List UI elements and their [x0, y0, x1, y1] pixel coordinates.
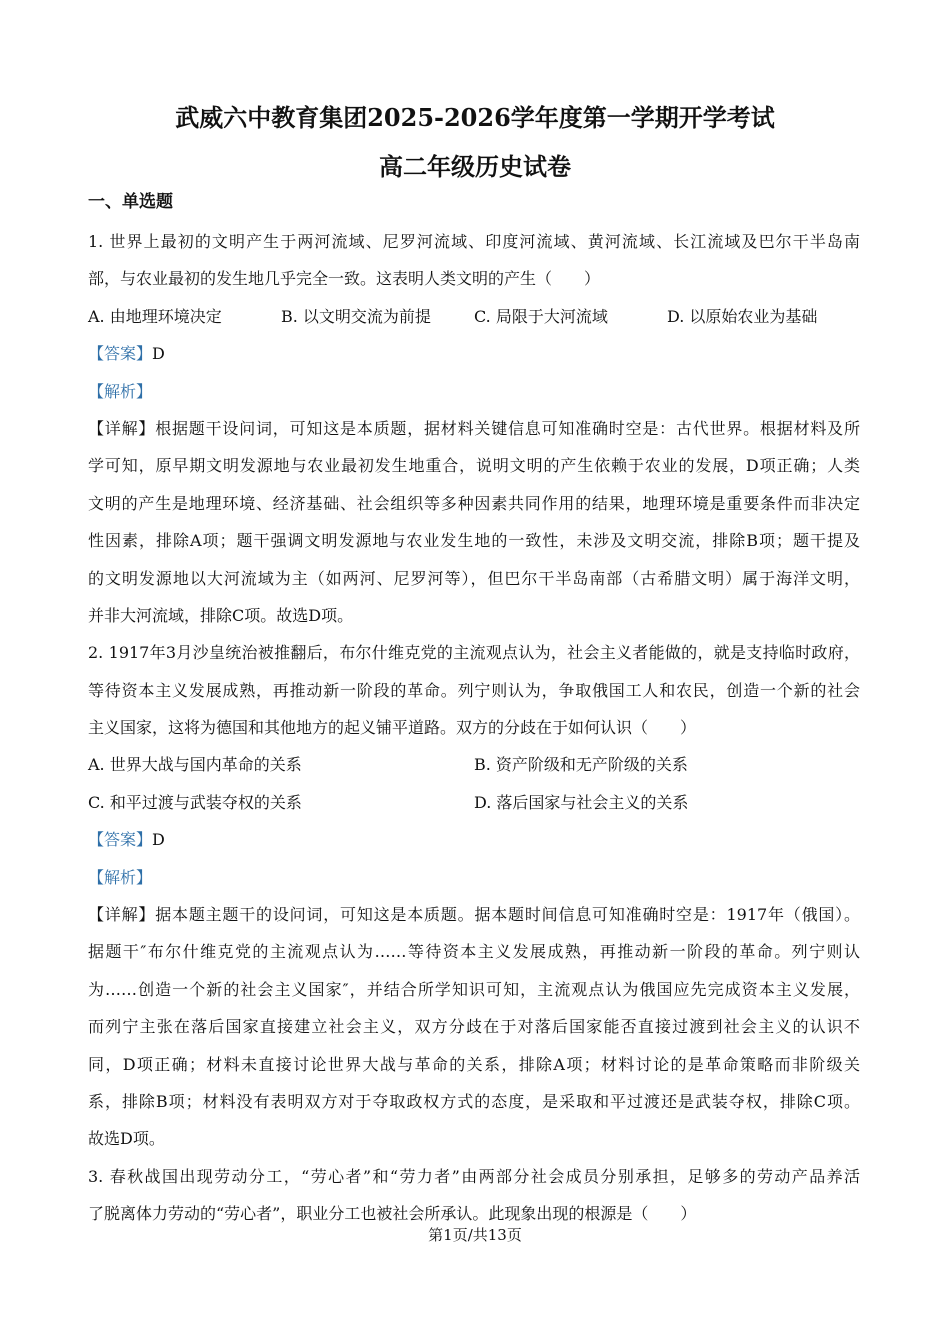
analysis-tag: 【解析】: [88, 381, 153, 401]
question-stem-line-text: 1. 世界上最初的文明产生于两河流域、尼罗河流域、印度河流域、黄河流域、长江流域及巴尔干半岛南: [88, 232, 860, 251]
detail-line-text: 根据题干设问词，可知这是本质题，据材料关键信息可知准确时空是：古代世界。根据材料及所: [155, 418, 860, 438]
detail-line-text: 故选D项。: [88, 1129, 165, 1149]
detail-line: [88, 597, 860, 634]
detail-line-text: 性因素，排除A项；题干强调文明发源地与农业发生地的一致性，未涉及文明交流，排除B项；题干提及: [88, 531, 860, 551]
option-a: A. 世界大战与国内革命的关系: [88, 755, 302, 775]
question-stem-line-text: 等待资本主义发展成熟，再推动新一阶段的革命。列宁则认为，争取俄国工人和农民，创造一个新的社会: [88, 680, 860, 700]
detail-line: [88, 522, 860, 559]
option-a: A. 由地理环境决定: [88, 306, 222, 326]
answer-tag: 【答案】: [88, 344, 153, 364]
question-stem-line: [88, 260, 860, 297]
analysis-line: [88, 373, 860, 410]
answer-tag: 【答案】: [88, 830, 153, 850]
detail-line: [88, 485, 860, 522]
answer-line: [88, 335, 860, 372]
detail-line: [88, 896, 860, 933]
exam-content: [88, 190, 860, 1233]
analysis-tag: 【解析】: [88, 867, 153, 887]
detail-line-text: 系，排除B项；材料没有表明双方对于夺取政权方式的态度，是采取和平过渡还是武装夺权，排除C项。: [88, 1091, 860, 1111]
detail-line-text: 而列宁主张在落后国家直接建立社会主义，双方分歧在于对落后国家能否直接过渡到社会主义的认识不: [88, 1017, 860, 1037]
detail-line-text: 的文明发源地以大河流域为主（如两河、尼罗河等），但巴尔干半岛南部（古希腊文明）属于海洋文明，: [88, 568, 860, 588]
detail-line-text: 文明的产生是地理环境、经济基础、社会组织等多种因素共同作用的结果，地理环境是重要条件而非决定: [88, 493, 860, 513]
answer-value: D: [152, 830, 165, 850]
page-footer: 第1页/共13页: [428, 1226, 522, 1244]
detail-tag: 【详解】: [88, 905, 156, 925]
question-stem-line: [88, 223, 860, 260]
detail-line: [88, 1046, 860, 1083]
question-stem-line: [88, 634, 860, 671]
detail-line-text: 并非大河流域，排除C项。故选D项。: [88, 605, 354, 625]
options-row: [88, 784, 860, 821]
detail-line: [88, 447, 860, 484]
answer-line: [88, 821, 860, 858]
option-b: B. 资产阶级和无产阶级的关系: [474, 755, 688, 775]
question-stem-line: [88, 1158, 860, 1195]
option-c: C. 局限于大河流域: [474, 306, 608, 326]
detail-line: [88, 560, 860, 597]
exam-subtitle: 高二年级历史试卷: [379, 152, 571, 181]
option-d: D. 落后国家与社会主义的关系: [474, 792, 689, 812]
detail-line-text: 据本题主题干的设问词，可知这是本质题。据本题时间信息可知准确时空是：1917年（俄国）。: [155, 905, 860, 925]
detail-line: [88, 1120, 860, 1157]
option-b: B. 以文明交流为前提: [281, 306, 431, 326]
question-stem-line-text: 部，与农业最初的发生地几乎完全一致。这表明人类文明的产生（ ）: [88, 269, 601, 289]
section-heading: 一、单选题: [88, 192, 173, 212]
options-row: [88, 298, 860, 335]
question-stem-line-text: 3. 春秋战国出现劳动分工，“劳心者”和“劳力者”由两部分社会成员分别承担，足够多的劳动产品养活: [88, 1166, 860, 1186]
question-stem-line-text: 主义国家，这将为德国和其他地方的起义铺平道路。双方的分歧在于如何认识（ ）: [88, 718, 697, 738]
option-d: D. 以原始农业为基础: [667, 306, 818, 326]
detail-line: [88, 971, 860, 1008]
detail-line: [88, 410, 860, 447]
detail-line: [88, 1008, 860, 1045]
analysis-line: [88, 859, 860, 896]
question-stem-line: [88, 709, 860, 746]
exam-title: 武威六中教育集团2025-2026学年度第一学期开学考试: [175, 103, 775, 132]
detail-tag: 【详解】: [88, 418, 156, 438]
options-row: [88, 746, 860, 783]
detail-line: [88, 1083, 860, 1120]
question-stem-line-text: 了脱离体力劳动的“劳心者”，职业分工也被社会所承认。此现象出现的根源是（ ）: [88, 1204, 697, 1224]
detail-line-text: 为……创造一个新的社会主义国家″，并结合所学知识可知，主流观点认为俄国应先完成资本主义发展，: [88, 979, 860, 999]
option-c: C. 和平过渡与武装夺权的关系: [88, 792, 302, 812]
answer-value: D: [152, 344, 165, 364]
detail-line-text: 学可知，原早期文明发源地与农业最初发生地重合，说明文明的产生依赖于农业的发展，D项正确；人类: [88, 456, 860, 476]
question-stem-line-text: 2. 1917年3月沙皇统治被推翻后，布尔什维克党的主流观点认为，社会主义者能做的，就是支持临时政府，: [88, 643, 860, 663]
question-stem-line: [88, 672, 860, 709]
detail-line: [88, 933, 860, 970]
detail-line-text: 据题干″布尔什维克党的主流观点认为……等待资本主义发展成熟，再推动新一阶段的革命。列宁则认: [88, 942, 860, 962]
detail-line-text: 同，D项正确；材料未直接讨论世界大战与革命的关系，排除A项；材料讨论的是革命策略而非阶级关: [88, 1054, 860, 1074]
